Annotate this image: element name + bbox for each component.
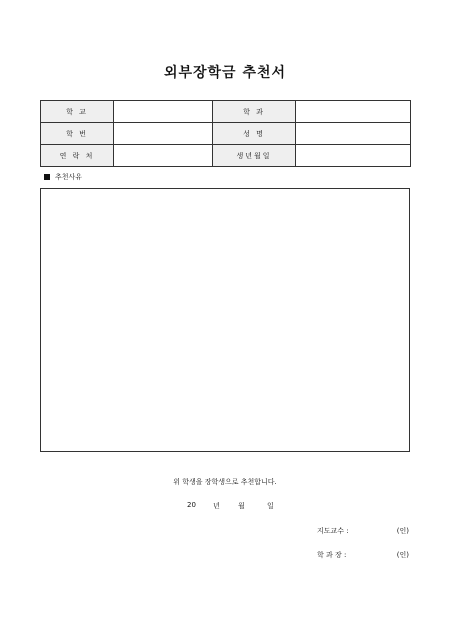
month-unit: 월 <box>238 502 245 510</box>
table-row <box>41 123 411 145</box>
year-unit: 년 <box>213 502 220 510</box>
year-value: 20 <box>187 501 196 509</box>
contact-field[interactable] <box>114 145 213 167</box>
department-field[interactable] <box>296 101 411 123</box>
reason-heading <box>44 172 82 182</box>
recommendation-statement: 위 학생을 장학생으로 추천합니다. <box>173 478 277 486</box>
table-row <box>41 101 411 123</box>
student-id-field[interactable] <box>114 123 213 145</box>
birthdate-field[interactable] <box>296 145 411 167</box>
contact-label: 연 락 처 <box>41 145 114 167</box>
day-unit: 일 <box>267 502 274 510</box>
school-label: 학 교 <box>41 101 114 123</box>
date-line <box>187 501 274 511</box>
name-label: 성 명 <box>213 123 296 145</box>
student-info-table <box>40 100 411 167</box>
name-field[interactable] <box>296 123 411 145</box>
department-head-signature-line <box>317 550 409 560</box>
birthdate-label: 생년월일 <box>213 145 296 167</box>
student-id-label: 학 번 <box>41 123 114 145</box>
square-bullet-icon <box>44 174 50 180</box>
department-head-seal: (인) <box>396 551 409 559</box>
advisor-signature-line <box>317 526 409 536</box>
table-row <box>41 145 411 167</box>
school-field[interactable] <box>114 101 213 123</box>
advisor-seal: (인) <box>396 527 409 535</box>
reason-label: 추천사유 <box>55 173 83 181</box>
advisor-label: 지도교수 : <box>317 527 349 535</box>
reason-text-area[interactable] <box>40 188 410 452</box>
document-title: 외부장학금 추천서 <box>163 65 287 81</box>
department-head-label: 학 과 장 : <box>317 551 347 559</box>
department-label: 학 과 <box>213 101 296 123</box>
